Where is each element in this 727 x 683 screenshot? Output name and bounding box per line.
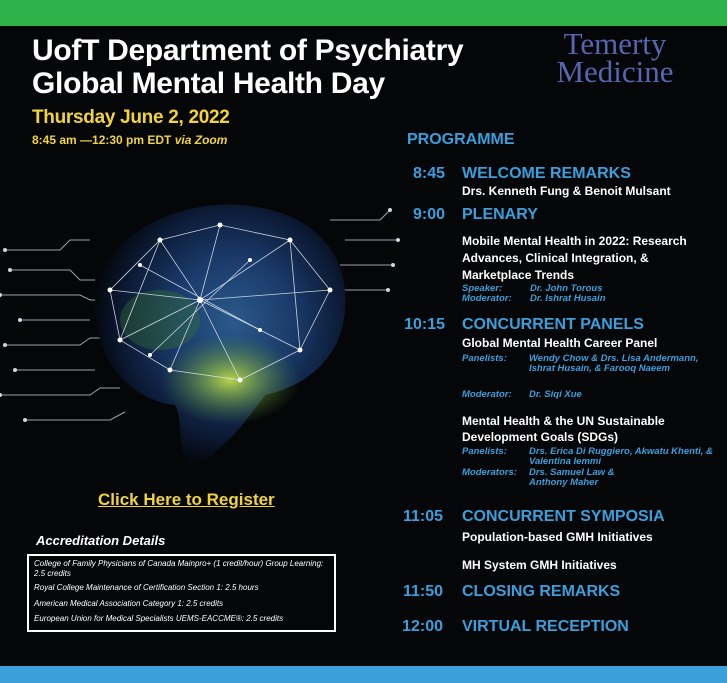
plenary-title: PLENARY [462,206,538,223]
speaker-label: Speaker: [462,283,503,294]
bottom-blue-bar [0,666,727,683]
closing-title: CLOSING REMARKS [462,583,621,600]
accreditation-item: Royal College Maintenance of Certification Section 1: 2.5 hours [34,583,259,592]
temerty-medicine-logo [535,26,695,89]
top-green-bar [0,0,727,26]
title-line-1: UofT Department of Psychiatry [32,34,464,67]
moderator-label: Moderator: [462,389,512,400]
brain-network-illustration [0,180,400,480]
panel2-moderators: Drs. Samuel Law & Anthony Maher [529,467,615,488]
poster-title [32,34,463,100]
accreditation-item: European Union for Medical Specialists UEMS-EACCME®: 2.5 credits [34,614,284,623]
accreditation-title: Accreditation Details [36,533,166,548]
title-line-2: Global Mental Health Day [32,67,385,100]
time-range: 8:45 am —12:30 pm EDT [32,133,172,147]
moderator-label: Moderator: [462,293,512,304]
moderator-name: Dr. Ishrat Husain [530,293,606,304]
accreditation-box [27,554,336,632]
panel2-panelists: Drs. Erica Di Ruggiero, Akwatu Khenti, & Valentina Iemmi [529,446,713,467]
register-link[interactable]: Click Here to Register [98,490,275,509]
panel2-title: Mental Health & the UN Sustainable Development Goals (SDGs) [462,414,665,444]
panel1-panelists-label: Panelists: [462,353,507,364]
plenary-moderator [462,294,606,304]
panel1-panelists: Wendy Chow & Drs. Lisa Andermann, Ishrat Husain, & Farooq Naeem [529,353,699,374]
panels-time: 10:15 [404,316,445,333]
welcome-time: 8:45 [412,165,445,182]
logo-line-1: Temerty [563,26,667,61]
moderator-name: Dr. Siqi Xue [529,389,582,400]
accreditation-item: College of Family Physicians of Canada Mainpro+ (1 credit/hour) Group Learning: 2.5 credits [34,559,324,578]
symposia-title: CONCURRENT SYMPOSIA [462,508,665,525]
panel2-panelists-label: Panelists: [462,446,507,457]
symposia-time: 11:05 [402,508,443,525]
welcome-detail: Drs. Kenneth Fung & Benoit Mulsant [462,184,671,198]
closing-time: 11:50 [402,583,443,600]
reception-time: 12:00 [402,618,443,635]
plenary-talk: Mobile Mental Health in 2022: Research Advances, Clinical Integration, & Marketplace Trends [462,234,687,282]
panels-title: CONCURRENT PANELS [462,316,644,333]
speaker-name: Dr. John Torous [530,283,603,294]
plenary-time: 9:00 [412,206,445,223]
logo-line-2: Medicine [556,54,674,89]
programme-heading: PROGRAMME [407,131,515,148]
symposia-item-2: MH System GMH Initiatives [462,558,617,572]
event-date: Thursday June 2, 2022 [32,107,230,128]
panel1-moderator [462,390,582,400]
event-time [32,133,227,147]
panel2-moderators-label: Moderators: [462,467,517,478]
symposia-item-1: Population-based GMH Initiatives [462,530,653,544]
reception-title: VIRTUAL RECEPTION [462,618,629,635]
accreditation-item: American Medical Association Category 1: 2.5 credits [34,598,224,608]
welcome-title: WELCOME REMARKS [462,165,631,182]
panel1-title: Global Mental Health Career Panel [462,336,658,350]
via-zoom: via Zoom [174,133,228,147]
